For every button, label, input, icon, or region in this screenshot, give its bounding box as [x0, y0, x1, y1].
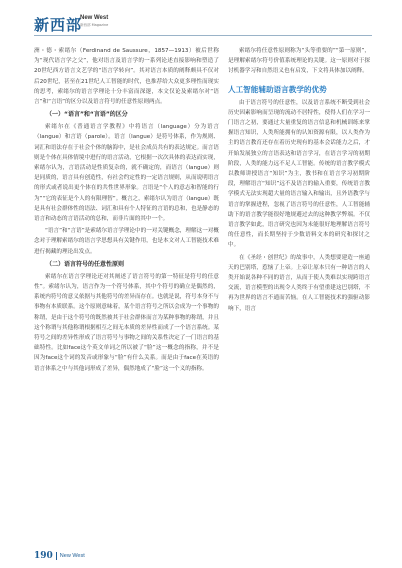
page-footer: [34, 545, 85, 564]
magazine-logo-english: New West: [80, 15, 109, 21]
subsection-heading: （一）“语言”和“言语”的区分: [46, 111, 128, 119]
magazine-logo: 新西部: [34, 16, 83, 34]
header-divider: [34, 35, 372, 36]
subsection-heading: （二）语言符号的任意性原则: [46, 260, 125, 268]
paragraph: 洲・德・索绪尔（Ferdinand de Saussure，1857—1913）被后世称为“现代语言学之父”，他对语言及语言学的一系列论述直接影响和塑造了20世纪西方语言文艺学的“语言学转向”。其对语言本质的阐释颇具不仅对后20世纪，甚至在21世纪人工智能的时代，也推荐给大众更多理性而现实的思考，索绪尔的语言学理论十分丰富而深邃，本文仅论及索绪尔对“语言”和“言语”的区分以及语言符号的任意性原则两点。: [34, 48, 219, 106]
page-header: [0, 0, 402, 40]
paragraph: 索绪尔在语言学理论还对其阐述了语言符号的第一特征是符号的任意性”。索绪尔认为，语言作为一个符号体系，其中个符号的确立是偶然的，系统内符号的意义依据与其他符号的差异而存在。也就是说，符号本身不与事物有本质联系。这个原则意味着，某个语言符号之所以会成为一个事物的称谓，是由于这个符号的既然被其于社会群体而言为某种事物的称谓，并且这个称谓与其他称谓根据相互之间无本质的差异性而成了一个语言系统。某符号之间的差异性形成了语言符号与事物之间的关系性决定了一门语言的基础特性。比如face这个英文单词之所以被了“脸”这一概念的指称，并不是因为face这个词的发音或形象与“脸”有什么关系。而是由于face在英语的语言体系之中与其他词形成了差异，偶然地成了“脸”这一个义的指称。: [34, 273, 219, 372]
paragraph: 由于语言符号的任意性，以及语言系统不断受到社会历史因素影响而呈现的流动不居特性，使得人们在学习一门语言之初，要通过大量重复的语言信息和机械训练来掌握语言知识，人类所能拥有的认知资源有限，以人类作为主的语言教育还存在着历史现有的基本会话能力之后，才开始发展独立的言语表达和语言学习，在语言学习的初期阶段，人类的能力远不足人工智能。传统的语言教学模式以教师讲授语言“知识”为主，教书和在语言学习初期阶段，理解语言“知识”远不及语言的输入重要，传统语言教学模式无法实现超大量的语言输入和输出，且外语教学与语言的掌握进程，忽视了语言符号的任意性，人工智能辅助下的语言教学能很好地规避过去的这种教学弊端。不仅语言教学如此，语言研究也因为未能很好地理解语言符号的任意性，而长期坚持于少数语料文本的研究和探讨之中。: [228, 99, 370, 249]
footer-magazine-name: New West: [59, 552, 85, 559]
magazine-logo-subtitle: 新西部 Magazine: [80, 23, 109, 27]
footer-divider: [56, 552, 57, 560]
page-number: 190: [34, 550, 53, 561]
paragraph: “语言”和“言语”是索绪尔语言学理论中的一对关键概念，理解这一对概念对于理解索绪尔的语言学思想具有关键作用，也是本文对人工智能技术难进行揭藏的理论出发点。: [34, 228, 219, 255]
paragraph: 索绪尔将任意性原则称为“头等重要的”“第一原则”，是理解索绪尔符号价值系统理论的关键。这一原则对于探讨机器学习和自然语义也有启发，下文将具体加以阐释。: [228, 48, 370, 75]
paragraph: 在《圣经・创世纪》的故事中，人类想要建造一座通天的巴别塔，惹恼了上帝。上帝让原本只有一种语言的人类开始说各种不同的语言，从而于使人类难以实现跨语言交流，语言模型的出现令人类终于有望重建这巴别塔，不再为世界的语言不通而苦恼。在人工智能技术的强驱动影响下，语言: [228, 254, 370, 312]
left-column: [34, 46, 219, 376]
paragraph: 索绪尔在《普通语言学教程》中将语言（language）分为语言（langue）和言语（parole）。语言（langue）是符号体系，作为规则、词汇和语法存在于社会个体的脑海中，是社会成员共有的表达规定。而言语则是个体在具体情境中进行的语言活动，它根据一次次具体的表达而实现，索绪尔认为，言语活动是性质复杂的，就不确定的，而语言（langue）则是同质的，语言具有创造性，有社会约定性的一定语言规则，从而说明语言的形式或者说出更个体在的共性世界形象。言语是“个人的意志和智能的行为”“它的表征是个人的有限理智”。概言之，索绪尔认为语言（langue）既是具有社会群体性的语法、词汇和具有个人特征的言语的总和，也是静态的语言和动态的言语活动的总和，而非片面的其中一个。: [34, 124, 219, 223]
right-column: [228, 46, 370, 316]
section-heading: 人工智能辅助语言教学的优势: [228, 84, 327, 94]
